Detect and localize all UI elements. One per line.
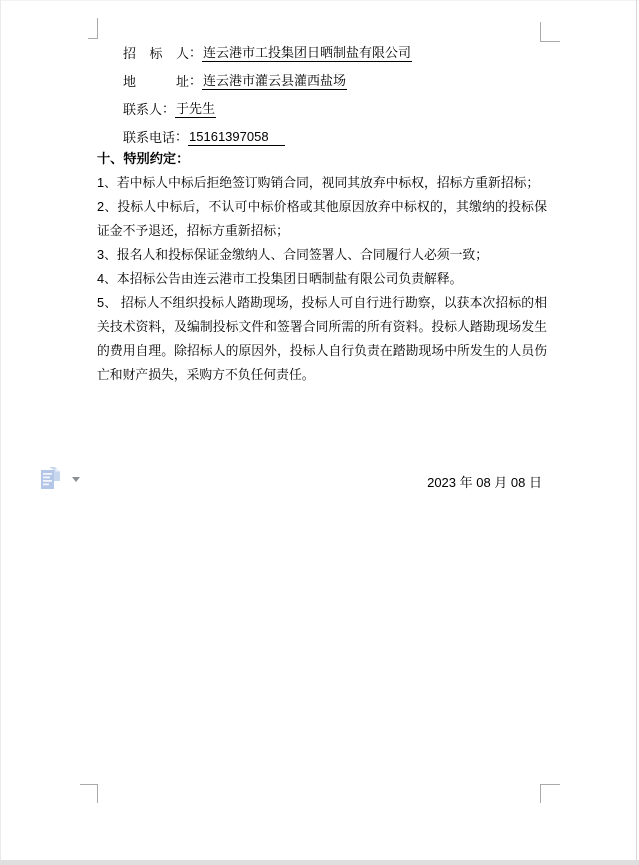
clause-1: 1、若中标人中标后拒绝签订购销合同，视同其放弃中标权，招标方重新招标； <box>97 175 540 190</box>
contact-colon: ： <box>162 101 176 116</box>
document-content <box>97 39 547 495</box>
clause-3: 3、报名人和投标保证金缴纳人、合同签署人、合同履行人必须一致； <box>97 247 489 262</box>
clause-4: 4、本招标公告由连云港市工投集团日晒制盐有限公司负责解释。 <box>97 271 463 286</box>
clause-5: 5、 招标人不组织投标人踏勘现场，投标人可自行进行勘察，以获本次招标的相关技术资料，及编制投标文件和签署合同所需的所有资料。投标人踏勘现场发生的费用自理。除招标人的原因外，投标人自行负责在踏勘现场中所发生的人员伤亡和财产损失，采购方不负任何责任。 <box>97 295 547 382</box>
contact-label: 招标人 <box>123 46 189 61</box>
contact-colon: ： <box>175 129 189 144</box>
chevron-down-icon[interactable] <box>72 477 80 482</box>
crop-mark-bottom-right <box>540 784 560 803</box>
contact-label: 地址 <box>123 74 189 89</box>
paste-options-button[interactable] <box>40 465 84 493</box>
page-bottom-gap <box>0 860 639 865</box>
contact-row-address <box>123 67 547 95</box>
contact-label: 联系人 <box>123 102 163 117</box>
clause-2: 2、投标人中标后，不认可中标价格或其他原因放弃中标权的，其缴纳的投标保证金不予退还，招标方重新招标； <box>97 199 547 238</box>
contact-row-person <box>123 95 547 123</box>
contact-row-bidder <box>123 39 547 67</box>
contact-value: 连云港市灌云县灌西盐场 <box>203 73 347 88</box>
contact-value: 15161397058 <box>188 129 285 146</box>
contact-label: 联系电话 <box>123 130 176 145</box>
crop-mark-top-left <box>88 18 98 39</box>
special-terms-section <box>97 147 547 387</box>
contact-colon: ： <box>189 45 203 60</box>
document-date: 2023 年 08 月 08 日 <box>427 475 542 490</box>
page-top-edge <box>0 0 639 1</box>
contact-info <box>97 39 547 151</box>
section-heading: 十、特别约定： <box>97 151 190 166</box>
contact-colon: ： <box>189 73 203 88</box>
contact-value: 于先生 <box>176 101 216 116</box>
contact-value: 连云港市工投集团日晒制盐有限公司 <box>203 45 412 60</box>
crop-mark-bottom-left <box>80 784 98 803</box>
page-left-edge <box>0 0 1 860</box>
page-right-edge <box>636 0 637 860</box>
paste-options-icon <box>40 466 61 491</box>
